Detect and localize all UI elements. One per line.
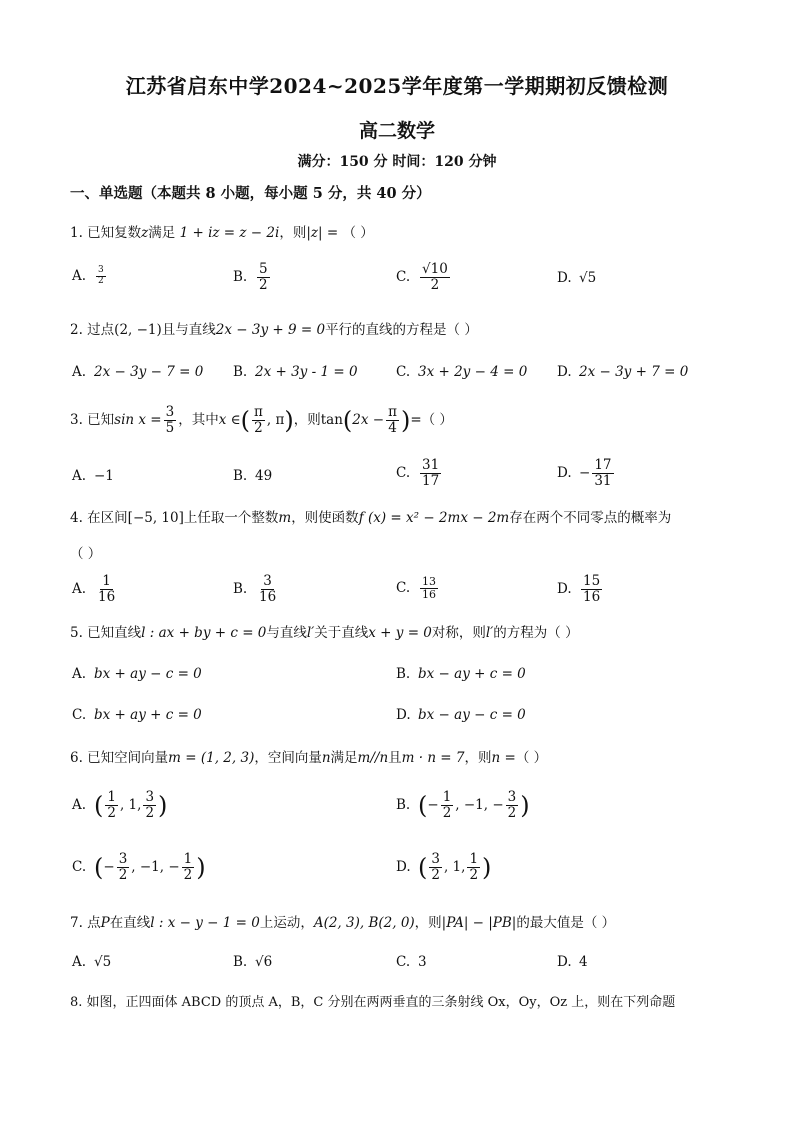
q4-option-d[interactable]: D. $\frac{15}{16}$ <box>557 573 601 605</box>
q4-option-b[interactable]: B. $\frac{3}{16}$ <box>233 573 277 605</box>
question-8: 8. 如图，正四面体 ABCD 的顶点 A，B，C 分别在两两垂直的三条射线 Ox，Oy，Oz 上，则在下列命题 <box>70 995 676 1010</box>
question-2: 2. 过点(2, −1)且与直线2x − 3y + 9 = 0平行的直线的方程是（ ） <box>70 322 478 338</box>
q1-option-d[interactable]: D. √5 <box>557 270 597 286</box>
q6-option-b[interactable]: B. (− $\frac{1}{2}$ , −1, − $\frac{3}{2}$ ) <box>396 789 530 821</box>
q6-option-a[interactable]: A. ( $\frac{1}{2}$ , 1, $\frac{3}{2}$ ) <box>72 789 168 821</box>
q2-option-d[interactable]: D. 2x − 3y + 7 = 0 <box>557 364 689 380</box>
q7-option-d[interactable]: D. 4 <box>557 954 588 970</box>
section-heading: 一、单选题（本题共 8 小题，每小题 5 分，共 40 分） <box>70 185 431 202</box>
exam-info: 满分：150 分 时间：120 分钟 <box>297 154 497 170</box>
q7-option-a[interactable]: A. √5 <box>72 954 112 970</box>
q6-option-d[interactable]: D. ( $\frac{3}{2}$ , 1, $\frac{1}{2}$ ) <box>396 851 492 883</box>
q5-option-c[interactable]: C. bx + ay + c = 0 <box>72 707 202 723</box>
q3-option-a[interactable]: A. −1 <box>72 468 114 484</box>
question-1: 1. 已知复数z满足 1 + iz = z − 2i，则|z| = （ ） <box>70 225 374 241</box>
q3-option-d[interactable]: D. − $\frac{17}{31}$ <box>557 457 612 489</box>
q1-option-c[interactable]: C. $\frac{√10}{2}$ <box>396 261 448 293</box>
q1-option-a[interactable]: A. $\frac{3}{2}$ <box>72 265 104 286</box>
q4-option-a[interactable]: A. $\frac{1}{16}$ <box>72 573 116 605</box>
q1-option-b[interactable]: B. $\frac{5}{2}$ <box>233 261 268 293</box>
question-4: 4. 在区间[−5, 10]上任取一个整数m，则使函数f (x) = x² − 2mx − 2m存在两个不同零点的概率为 <box>70 510 672 526</box>
q2-option-a[interactable]: A. 2x − 3y − 7 = 0 <box>72 364 204 380</box>
q3-option-b[interactable]: B. 49 <box>233 468 273 484</box>
question-7: 7. 点P在直线l : x − y − 1 = 0上运动，A(2, 3), B(2, 0)，则|PA| − |PB|的最大值是（ ） <box>70 915 616 931</box>
question-4-paren: （ ） <box>70 546 102 562</box>
q7-option-c[interactable]: C. 3 <box>396 954 427 970</box>
exam-title: 江苏省启东中学2024~2025学年度第一学期期初反馈检测 <box>125 74 669 98</box>
q5-option-a[interactable]: A. bx + ay − c = 0 <box>72 666 202 682</box>
q3-option-c[interactable]: C. $\frac{31}{17}$ <box>396 457 440 489</box>
q4-option-c[interactable]: C. $\frac{13}{16}$ <box>396 575 436 602</box>
question-3: 3. 已知sin x = $\frac{3}{5}$ ，其中x ∈( $\frac{\pi}{2}$ , π)，则tan(2x − $\frac{\pi}{4}$ )=（ ） <box>70 404 453 436</box>
question-6: 6. 已知空间向量m = (1, 2, 3)，空间向量n满足m//n且m · n = 7，则n =（ ） <box>70 750 548 766</box>
q2-option-c[interactable]: C. 3x + 2y − 4 = 0 <box>396 364 528 380</box>
q2-option-b[interactable]: B. 2x + 3y - 1 = 0 <box>233 364 358 380</box>
q5-option-b[interactable]: B. bx − ay + c = 0 <box>396 666 526 682</box>
question-5: 5. 已知直线l : ax + by + c = 0与直线l′关于直线x + y = 0对称，则l′的方程为（ ） <box>70 625 579 641</box>
q5-option-d[interactable]: D. bx − ay − c = 0 <box>396 707 526 723</box>
q7-option-b[interactable]: B. √6 <box>233 954 273 970</box>
q6-option-c[interactable]: C. (− $\frac{3}{2}$ , −1, − $\frac{1}{2}$ ) <box>72 851 206 883</box>
subject-title: 高二数学 <box>358 120 435 142</box>
